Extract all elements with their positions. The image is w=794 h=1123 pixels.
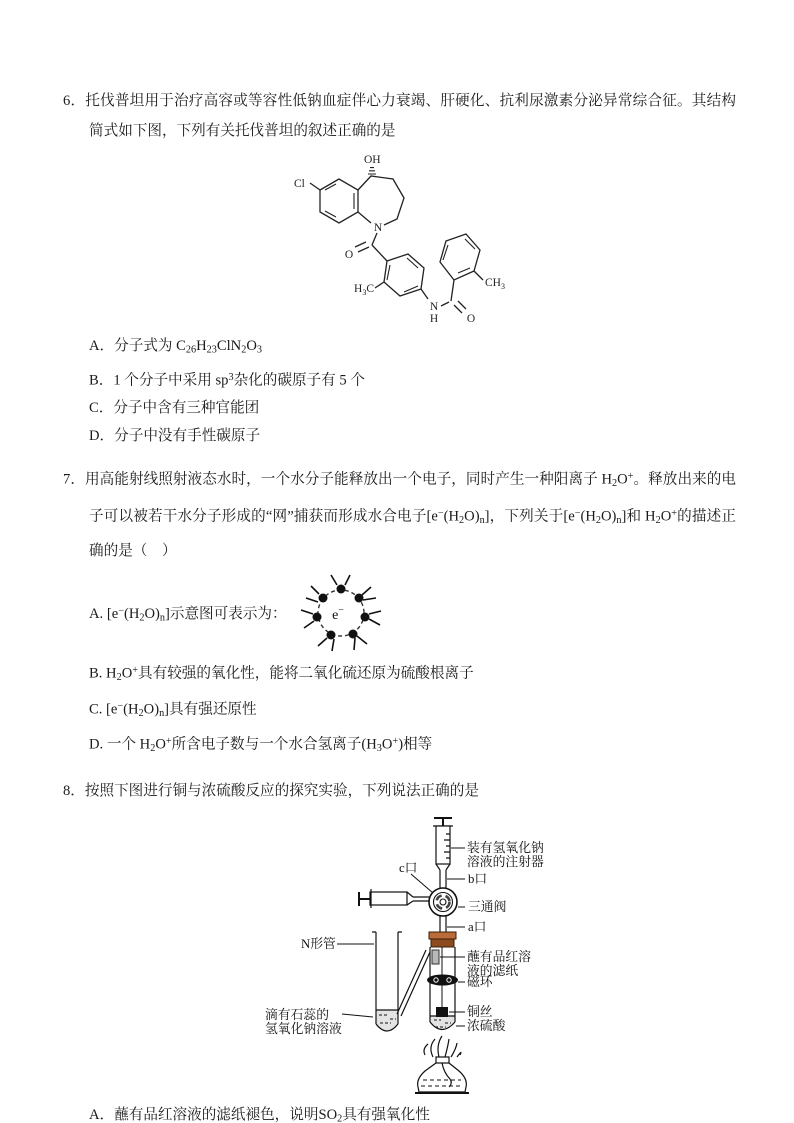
question-6-text: 6．托伐普坦用于治疗高容或等容性低钠血症伴心力衰竭、肝硬化、抗利尿激素分泌异常综合征。其结构简式如下图，下列有关托伐普坦的叙述正确的是 <box>63 93 736 139</box>
q6-option-d: D．分子中没有手性碳原子 <box>89 427 261 444</box>
benzene-ring-left <box>320 179 358 223</box>
label-port-b: b口 <box>468 871 488 886</box>
label-naoh-syringe-2: 溶液的注射器 <box>467 854 544 869</box>
copper-wire <box>436 1007 448 1017</box>
q8-option-a: A．蘸有品红溶液的滤纸褪色，说明$SO_2$具有强氧化性 <box>89 1106 430 1123</box>
n2-label: N <box>429 301 439 313</box>
label-n-tube: N形管 <box>301 936 336 951</box>
label-acid: 浓硫酸 <box>467 1018 506 1033</box>
o2-label: O <box>466 313 476 325</box>
q7-option-a <box>63 567 736 657</box>
question-6-options <box>63 333 736 450</box>
label-litmus-1: 滴有石蕊的 <box>265 1007 329 1022</box>
o1-label: O <box>344 249 354 261</box>
flame <box>424 1036 461 1057</box>
label-ring: 磁环 <box>467 974 493 989</box>
label-filter-2: 液的滤纸 <box>467 963 519 978</box>
label-naoh-syringe-1: 装有氢氧化钠 <box>467 840 544 855</box>
q6-option-a: A．分子式为 $C_{26}H_{23}ClN_2O_3$ <box>89 338 262 356</box>
hydrated-electron-diagram <box>287 567 401 657</box>
tolvaptan-structure-figure <box>277 149 736 330</box>
q7-option-d: D. 一个 $H_2O^+$所含电子数与一个水合氢离子$(H_3O^+)$相等 <box>89 735 433 754</box>
three-way-valve <box>429 888 457 916</box>
q7-option-a-text: A. $[e^-(H_2O)_n]$示意图可表示为： <box>89 605 287 624</box>
ch3-label: $CH_3$ <box>485 277 505 291</box>
cl-label: Cl <box>294 178 305 190</box>
apparatus-figure <box>253 810 736 1098</box>
oh-label: OH <box>364 154 381 166</box>
azepine-ring <box>358 176 404 234</box>
label-filter-1: 蘸有品红溶 <box>467 949 531 964</box>
label-valve: 三通阀 <box>468 899 507 914</box>
q6-option-b: B．1 个分子中采用 $sp^3$杂化的碳原子有 5 个 <box>89 372 365 389</box>
benzene-ring-central <box>384 254 424 296</box>
question-7-text: 7．用高能射线照射液态水时，一个水分子能释放出一个电子，同时产生一种阳离子 $H_2O^+$。释放出来的电子可以被若干水分子形成的“网”捕获而形成水合电子$[e^-(H_2O)_n]$，下列关于$[e^-(H_2O)_n]$和 $H_2O^+$的描述正确的是（ ） <box>63 471 736 560</box>
label-litmus-2: 氢氧化钠溶液 <box>265 1021 342 1036</box>
apparatus-svg <box>253 810 613 1098</box>
cork-stopper <box>429 932 456 947</box>
q6-option-c: C．分子中含有三种官能团 <box>89 400 260 417</box>
label-copper: 铜丝 <box>467 1004 493 1019</box>
question-8-text: 8．按照下图进行铜与浓硫酸反应的探究实验，下列说法正确的是 <box>63 782 479 799</box>
filter-paper <box>432 950 439 964</box>
n-shaped-tube-left <box>372 932 402 1031</box>
h3c-label: $H_3C$ <box>354 283 374 297</box>
side-syringe <box>359 889 429 908</box>
tolvaptan-structure-svg <box>277 149 527 330</box>
label-port-c: c口 <box>399 860 418 875</box>
benzene-ring-right <box>440 234 480 280</box>
q7-option-b: B. $H_2O^+$具有较强的氧化性，能将二氧化硫还原为硫酸根离子 <box>89 665 474 684</box>
label-port-a: a口 <box>468 919 487 934</box>
question-7-options <box>63 657 736 762</box>
q7-option-c: C. $[e^-(H_2O)_n]$具有强还原性 <box>89 700 257 719</box>
electron-label: e− <box>331 605 344 624</box>
diagonal-tube <box>397 950 430 1016</box>
alcohol-lamp <box>415 1057 469 1093</box>
nh-h-label: H <box>429 313 439 325</box>
naoh-syringe <box>433 818 453 888</box>
n1-label: N <box>373 222 383 234</box>
